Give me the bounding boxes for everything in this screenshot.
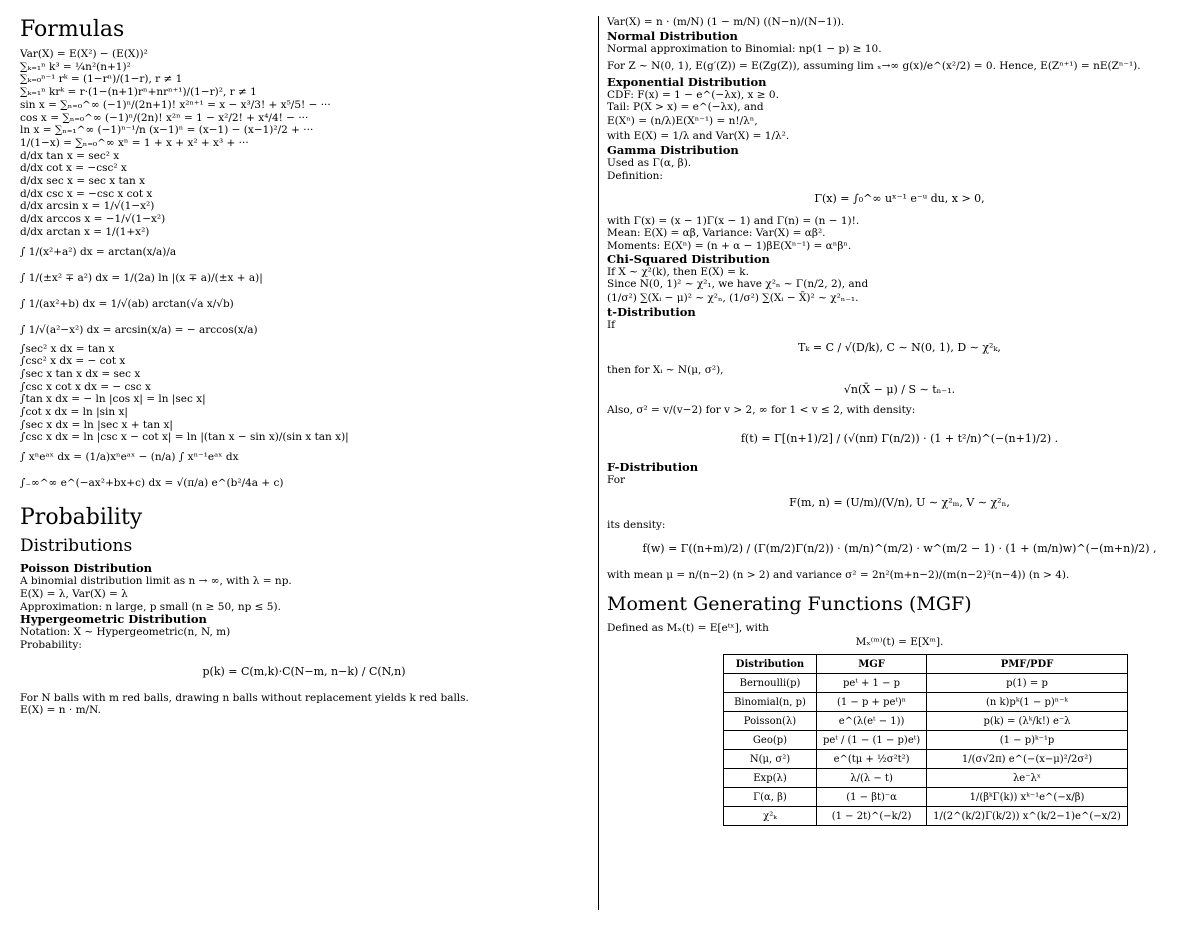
chi-squared-line: (1/σ²) ∑(Xᵢ − μ)² ∼ χ²ₙ, (1/σ²) ∑(Xᵢ − X̄)² ∼ χ²ₙ₋₁.	[607, 292, 859, 305]
column-divider	[598, 16, 599, 910]
formula-line: ∑ₖ₌₁ⁿ k³ = ¼n²(n+1)²	[20, 60, 131, 73]
formula-line: ∫sec x tan x dx = sec x	[20, 367, 141, 380]
formula-line: sin x = ∑ₙ₌₀^∞ (−1)ⁿ/(2n+1)! x²ⁿ⁺¹ = x − x³/3! + x⁵/5! − ···	[20, 98, 331, 111]
mgf-table-cell: (n k)pᵏ(1 − p)ⁿ⁻ᵏ	[927, 693, 1128, 712]
mgf-table-header: Distribution	[724, 655, 817, 674]
hypergeometric-pmf: p(k) = C(m,k)·C(N−m, n−k) / C(N,n)	[202, 664, 406, 678]
mgf-table-row	[724, 750, 1128, 769]
formula-line: ∫ xⁿeᵃˣ dx = (1/a)xⁿeᵃˣ − (n/a) ∫ xⁿ⁻¹eᵃˣ dx	[20, 451, 239, 464]
gamma-function-definition: Γ(x) = ∫₀^∞ uˣ⁻¹ e⁻ᵘ du, x > 0,	[814, 191, 985, 205]
formula-line: ∫ 1/(ax²+b) dx = 1/√(ab) arctan(√a x/√b)	[20, 297, 234, 310]
mgf-table-cell: p(k) = (λᵏ/k!) e⁻λ	[927, 712, 1128, 731]
formula-line: Var(X) = E(X²) − (E(X))²	[20, 48, 148, 60]
formula-line: ∫ 1/(±x² ∓ a²) dx = 1/(2a) ln |(x ∓ a)/(±x + a)|	[20, 271, 263, 284]
exponential-line: with E(X) = 1/λ and Var(X) = 1/λ².	[607, 130, 790, 143]
formula-line: d/dx tan x = sec² x	[20, 149, 120, 162]
formula-list	[20, 48, 588, 496]
mgf-table-cell: e^(λ(eᵗ − 1))	[817, 712, 927, 731]
t-distribution-line: If	[607, 319, 616, 332]
formula-line: d/dx arcsin x = 1/√(1−x²)	[20, 200, 155, 213]
mgf-table-row	[724, 788, 1128, 807]
mgf-table-cell: (1 − p)ᵏ⁻¹p	[927, 731, 1128, 750]
mgf-table-cell: λe⁻λˣ	[927, 769, 1128, 788]
formula-line: ∫ 1/√(a²−x²) dx = arcsin(x/a) = − arccos(x/a)	[20, 323, 258, 336]
mgf-table-cell: e^(tμ + ½σ²t²)	[817, 750, 927, 769]
poisson-line: Approximation: n large, p small (n ≥ 50, np ≤ 5).	[20, 600, 281, 613]
chi-squared-line: If X ∼ χ²(k), then E(X) = k.	[607, 265, 749, 278]
mgf-table-cell: peᵗ + 1 − p	[817, 674, 927, 693]
exponential-line: E(Xⁿ) = (n/λ)E(Xⁿ⁻¹) = n!/λⁿ,	[607, 115, 758, 128]
mgf-table-cell: (1 − 2t)^(−k/2)	[817, 807, 927, 826]
mgf-table-cell: Γ(α, β)	[724, 788, 817, 807]
formula-line: ∫sec² x dx = tan x	[20, 342, 115, 355]
f-density: f(w) = Γ((n+m)/2) / (Γ(m/2)Γ(n/2)) · (m/n)^(m/2) · w^(m/2 − 1) · (1 + (m/n)w)^(−(m+n)/2) ,	[642, 541, 1157, 555]
normal-heading: Normal Distribution	[607, 29, 738, 43]
formulas-title: Formulas	[20, 17, 125, 42]
poisson-heading: Poisson Distribution	[20, 561, 153, 576]
formula-line: d/dx cot x = −csc² x	[20, 162, 127, 175]
mgf-table-header-row	[724, 655, 1128, 674]
exponential-line: Tail: P(X > x) = e^(−λx), and	[607, 101, 764, 114]
formula-line: d/dx csc x = −csc x cot x	[20, 187, 153, 200]
exponential-line: CDF: F(x) = 1 − e^(−λx), x ≥ 0.	[607, 88, 779, 101]
mgf-table-row	[724, 769, 1128, 788]
mgf-table-row	[724, 674, 1128, 693]
formula-line: d/dx sec x = sec x tan x	[20, 175, 146, 188]
mgf-table-row	[724, 731, 1128, 750]
mgf-table-cell: (1 − βt)⁻α	[817, 788, 927, 807]
mgf-table-cell: Poisson(λ)	[724, 712, 817, 731]
t-distribution-line: then for Xᵢ ∼ N(μ, σ²),	[607, 363, 724, 376]
f-distribution-line: with mean μ = n/(n−2) (n > 2) and variance σ² = 2n²(m+n−2)/(m(n−2)²(n−4)) (n > 4).	[607, 568, 1070, 581]
poisson-line: A binomial distribution limit as n → ∞, with λ = np.	[20, 575, 292, 588]
mgf-table-row	[724, 712, 1128, 731]
mgf-table-cell: 1/(βᵏΓ(k)) xᵏ⁻¹e^(−x/β)	[927, 788, 1128, 807]
mgf-table-body	[724, 674, 1128, 826]
probability-title: Probability	[20, 505, 143, 531]
mgf-table-cell: Binomial(n, p)	[724, 693, 817, 712]
formula-line: ∑ₖ₌₀ⁿ⁻¹ rᵏ = (1−rⁿ)/(1−r), r ≠ 1	[20, 73, 183, 86]
hypergeometric-variance: Var(X) = n · (m/N) (1 − m/N) ((N−n)/(N−1)).	[607, 16, 845, 28]
hypergeometric-line: E(X) = n · m/N.	[20, 704, 101, 717]
hypergeometric-line: For N balls with m red balls, drawing n balls without replacement yields k red balls.	[20, 691, 469, 704]
mgf-table-cell: Geo(p)	[724, 731, 817, 750]
mgf-table-cell: 1/(2^(k/2)Γ(k/2)) x^(k/2−1)e^(−x/2)	[927, 807, 1128, 826]
chi-squared-line: Since N(0, 1)² ∼ χ²₁, we have χ²ₙ ∼ Γ(n/2, 2), and	[607, 278, 869, 291]
right-column	[607, 14, 1192, 920]
hypergeometric-heading: Hypergeometric Distribution	[20, 612, 207, 627]
f-distribution-line: For	[607, 474, 626, 487]
formula-line: ∫sec x dx = ln |sec x + tan x|	[20, 418, 173, 431]
t-statistic-definition: Tₖ = C / √(D/k), C ∼ N(0, 1), D ∼ χ²ₖ,	[798, 340, 1001, 354]
formula-line: ∫tan x dx = − ln |cos x| = ln |sec x|	[20, 393, 206, 406]
t-sample-statistic: √n(X̄ − μ) / S ∼ tₙ₋₁.	[843, 383, 956, 397]
gamma-line: Mean: E(X) = αβ, Variance: Var(X) = αβ².	[607, 227, 826, 240]
formula-line: ∫cot x dx = ln |sin x|	[20, 406, 128, 419]
gamma-line: Definition:	[607, 169, 663, 182]
left-column	[20, 14, 588, 920]
formula-line: cos x = ∑ₙ₌₀^∞ (−1)ⁿ/(2n)! x²ⁿ = 1 − x²/2! + x⁴/4! − ···	[20, 111, 309, 124]
formula-line: 1/(1−x) = ∑ₙ₌₀^∞ xⁿ = 1 + x + x² + x³ + ···	[20, 136, 249, 149]
mgf-table	[723, 654, 1128, 826]
t-distribution-line: Also, σ² = v/(v−2) for v > 2, ∞ for 1 < v ≤ 2, with density:	[607, 404, 916, 417]
mgf-title: Moment Generating Functions (MGF)	[607, 592, 972, 615]
formula-line: d/dx arctan x = 1/(1+x²)	[20, 225, 150, 238]
mgf-table-header: PMF/PDF	[927, 655, 1128, 674]
mgf-moment-formula: Mₓ⁽ᵐ⁾(t) = E[Xᵐ].	[855, 636, 944, 649]
mgf-table-cell: λ/(λ − t)	[817, 769, 927, 788]
formula-line: ∫csc x cot x dx = − csc x	[20, 380, 151, 393]
normal-line: For Z ∼ N(0, 1), E(g′(Z)) = E(Zg(Z)), assuming lim ₓ→∞ g(x)/e^(x²/2) = 0. Hence, E(Zⁿ⁺¹) = nE(Zⁿ⁻¹).	[607, 59, 1141, 72]
mgf-table-cell: N(μ, σ²)	[724, 750, 817, 769]
f-distribution-line: its density:	[607, 518, 666, 531]
mgf-definition: Defined as Mₓ(t) = E[eᵗˣ], with	[607, 621, 769, 634]
mgf-table-cell: 1/(σ√2π) e^(−(x−μ)²/2σ²)	[927, 750, 1128, 769]
hypergeometric-line: Probability:	[20, 638, 82, 651]
t-density: f(t) = Γ[(n+1)/2] / (√(nπ) Γ(n/2)) · (1 + t²/n)^(−(n+1)/2) .	[740, 432, 1059, 446]
t-distribution-heading: t-Distribution	[607, 305, 696, 320]
gamma-heading: Gamma Distribution	[607, 143, 739, 158]
hypergeometric-line: Notation: X ∼ Hypergeometric(n, N, m)	[20, 626, 231, 639]
formula-line: ∑ₖ₌₁ⁿ krᵏ = r·(1−(n+1)rⁿ+nrⁿ⁺¹)/(1−r)², r ≠ 1	[20, 86, 257, 99]
formula-line: ∫ 1/(x²+a²) dx = arctan(x/a)/a	[20, 245, 177, 258]
mgf-table-row	[724, 693, 1128, 712]
gamma-line: with Γ(x) = (x − 1)Γ(x − 1) and Γ(n) = (n − 1)!.	[607, 214, 860, 227]
formula-line: ∫csc² x dx = − cot x	[20, 355, 126, 368]
mgf-table-row	[724, 807, 1128, 826]
gamma-line: Moments: E(Xⁿ) = (n + α − 1)βE(Xⁿ⁻¹) = αⁿβⁿ.	[607, 239, 852, 252]
mgf-table-cell: (1 − p + peᵗ)ⁿ	[817, 693, 927, 712]
mgf-table-cell: Bernoulli(p)	[724, 674, 817, 693]
mgf-table-cell: peᵗ / (1 − (1 − p)eᵗ)	[817, 731, 927, 750]
chi-squared-heading: Chi-Squared Distribution	[607, 251, 770, 266]
mgf-table-header: MGF	[817, 655, 927, 674]
distributions-title: Distributions	[20, 536, 133, 557]
mgf-table-cell: χ²ₖ	[724, 807, 817, 826]
formula-line: ∫₋∞^∞ e^(−ax²+bx+c) dx = √(π/a) e^(b²/4a + c)	[20, 477, 284, 490]
mgf-table-cell: p(1) = p	[927, 674, 1128, 693]
f-distribution-heading: F-Distribution	[607, 460, 699, 475]
mgf-table-cell: Exp(λ)	[724, 769, 817, 788]
normal-line: Normal approximation to Binomial: np(1 − p) ≥ 10.	[607, 43, 882, 55]
exponential-heading: Exponential Distribution	[607, 74, 767, 89]
formula-line: ln x = ∑ₙ₌₁^∞ (−1)ⁿ⁻¹/n (x−1)ⁿ = (x−1) − (x−1)²/2 + ···	[20, 124, 314, 137]
f-statistic-definition: F(m, n) = (U/m)/(V/n), U ∼ χ²ₘ, V ∼ χ²ₙ,	[789, 495, 1010, 509]
gamma-line: Used as Γ(α, β).	[607, 157, 692, 170]
formula-line: d/dx arccos x = −1/√(1−x²)	[20, 213, 166, 226]
formula-line: ∫csc x dx = ln |csc x − cot x| = ln |(tan x − sin x)/(sin x tan x)|	[20, 431, 349, 444]
poisson-line: E(X) = λ, Var(X) = λ	[20, 587, 128, 600]
